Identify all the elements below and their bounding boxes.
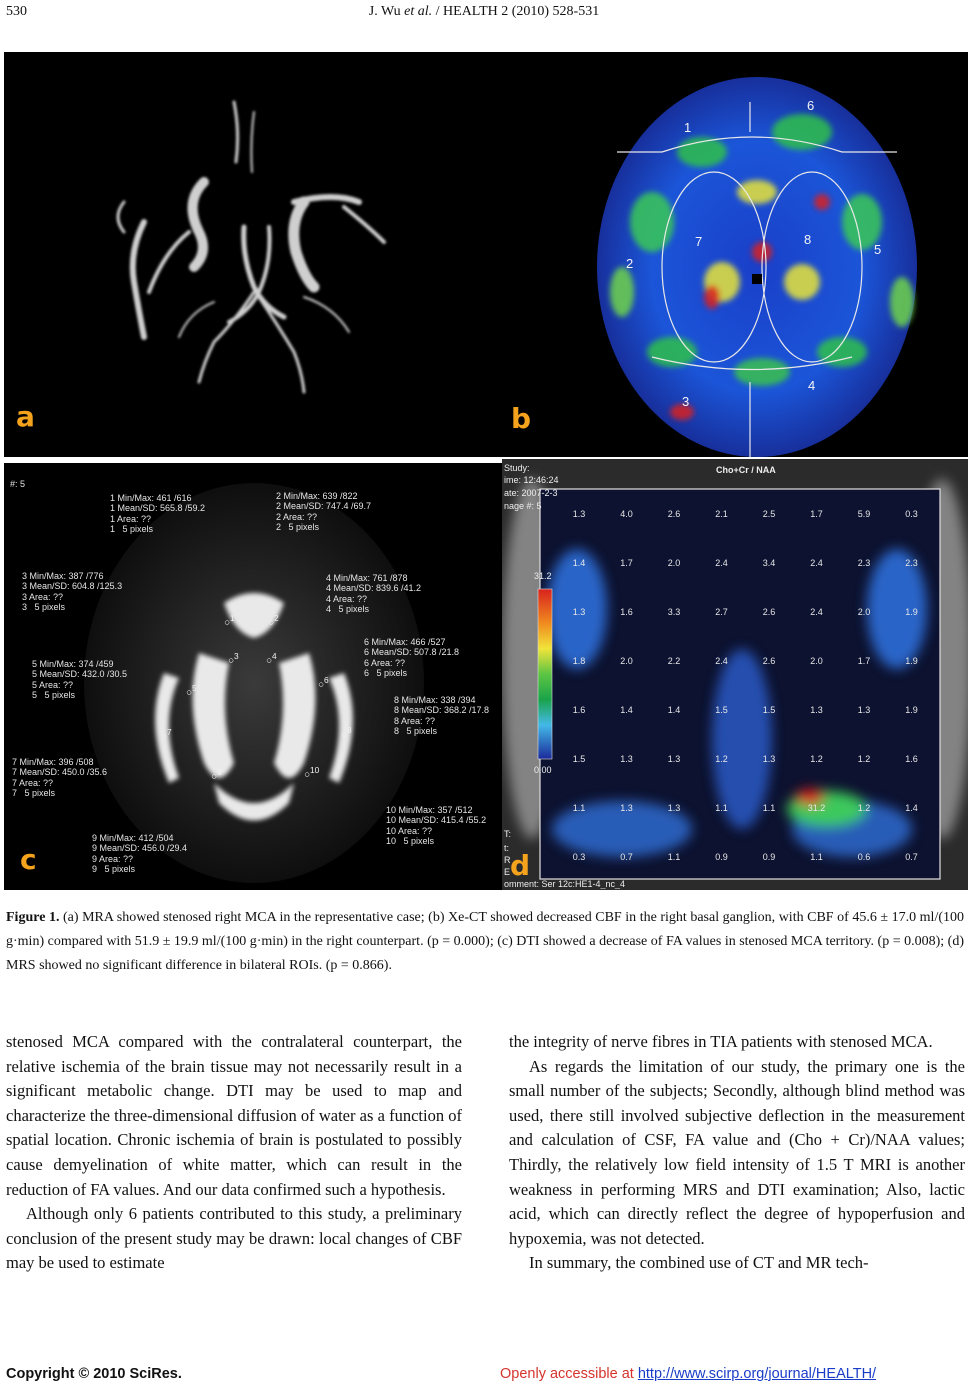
mrs-grid-cell: 5.9 bbox=[857, 509, 871, 519]
mrs-grid-cell: 2.2 bbox=[667, 656, 681, 666]
ct-region-4: 4 bbox=[808, 378, 816, 393]
mrs-grid-cell: 0.3 bbox=[905, 509, 918, 519]
mrs-grid-cell: 1.4 bbox=[905, 803, 918, 813]
left-column bbox=[6, 1030, 462, 1276]
ct-region-3: 3 bbox=[682, 394, 690, 409]
mrs-grid-cell: 1.9 bbox=[905, 607, 918, 617]
roi-stats-4: 4 Min/Max: 761 /878 4 Mean/SD: 839.6 /41.2 4 Area: ?? 4 5 pixels bbox=[326, 573, 422, 615]
dti-series-label: #: 5 bbox=[10, 479, 26, 489]
mrs-grid-cell: 1.5 bbox=[715, 705, 728, 715]
mrs-grid-cell: 1.2 bbox=[810, 754, 823, 764]
right-paragraph-1: the integrity of nerve fibres in TIA patients with stenosed MCA. bbox=[509, 1032, 933, 1051]
mrs-grid-cell: 2.4 bbox=[715, 656, 728, 666]
ct-region-1: 1 bbox=[684, 120, 692, 135]
mrs-grid-cell: 1.3 bbox=[572, 509, 586, 519]
ct-region-8: 8 bbox=[804, 232, 812, 247]
ct-region-7: 7 bbox=[695, 234, 703, 249]
mrs-grid-cell: 1.2 bbox=[857, 803, 871, 813]
roi-stats-9: 9 Min/Max: 412 /504 9 Mean/SD: 456.0 /29.4 9 Area: ?? 9 5 pixels bbox=[92, 833, 188, 875]
mrs-grid-cell: 1.8 bbox=[572, 656, 586, 666]
roi-stats-1: 1 Min/Max: 461 /616 1 Mean/SD: 565.8 /59.2 1 Area: ?? 1 5 pixels bbox=[110, 493, 206, 535]
mrs-grid-cell: 1.6 bbox=[905, 754, 918, 764]
mrs-scale-max: 31.2 bbox=[534, 571, 552, 581]
mrs-grid-cell: 1.4 bbox=[572, 558, 586, 568]
mrs-grid-cell: 0.7 bbox=[620, 852, 633, 862]
panel-letter-c: c bbox=[20, 843, 37, 876]
mrs-grid-cell: 0.3 bbox=[572, 852, 586, 862]
ct-perfusion-map bbox=[502, 52, 968, 457]
mrs-grid-cell: 2.6 bbox=[762, 656, 776, 666]
mrs-grid-cell: 1.6 bbox=[620, 607, 633, 617]
figure-panel-b bbox=[502, 52, 968, 457]
mrs-grid-cell: 1.1 bbox=[810, 852, 823, 862]
roi-stats-5: 5 Min/Max: 374 /459 5 Mean/SD: 432.0 /30.5 5 Area: ?? 5 5 pixels bbox=[32, 659, 128, 701]
roi-marker-10: ○$^{10}$ bbox=[304, 765, 320, 781]
mrs-grid-cell: 1.1 bbox=[667, 852, 681, 862]
mrs-grid-cell: 2.4 bbox=[715, 558, 728, 568]
caption-text: (a) MRA showed stenosed right MCA in the representative case; (b) Xe-CT showed decreased CBF in the right basal ganglion, with CBF of 45.6 ± 17.0 ml/(100 g·min) compared with 51.9 ± 19.9 ml/(100 g·min) in the right counterpart. (p = 0.000); (c) DTI showed a decrease of FA values in stenosed MCA territory. (p = 0.008); (d) MRS showed no significant difference in bilateral ROIs. (p = 0.866). bbox=[6, 910, 964, 973]
footer-copyright: Copyright © 2010 SciRes. bbox=[6, 1366, 182, 1382]
roi-marker-3: ○$^3$ bbox=[228, 651, 239, 667]
footer-open-prefix: Openly accessible at bbox=[500, 1366, 638, 1382]
mrs-grid-cell: 1.1 bbox=[572, 803, 586, 813]
mrs-scale-min: 0.00 bbox=[534, 765, 552, 775]
ct-region-2: 2 bbox=[626, 256, 634, 271]
mrs-side-line-2: t: bbox=[504, 843, 510, 853]
right-paragraph-3: In summary, the combined use of CT and MR tech- bbox=[529, 1253, 869, 1273]
mrs-grid-cell: 2.3 bbox=[905, 558, 918, 568]
mrs-grid-cell: 0.9 bbox=[715, 852, 728, 862]
mrs-grid-cell: 2.4 bbox=[810, 558, 823, 568]
panel-letter-d: d bbox=[510, 849, 531, 882]
mrs-grid-cell: 1.3 bbox=[762, 754, 776, 764]
roi-stats-6: 6 Min/Max: 466 /527 6 Mean/SD: 507.8 /21.8 6 Area: ?? 6 5 pixels bbox=[364, 637, 460, 679]
mrs-grid-cell: 2.0 bbox=[857, 607, 871, 617]
mrs-grid-cell: 1.3 bbox=[667, 803, 681, 813]
mrs-grid-cell: 31.2 bbox=[807, 803, 826, 813]
mrs-grid-cell: 1.3 bbox=[810, 705, 823, 715]
figure-caption bbox=[6, 906, 964, 978]
mrs-grid-cell: 2.3 bbox=[857, 558, 871, 568]
ct-region-5: 5 bbox=[874, 242, 882, 257]
roi-marker-4: ○$^4$ bbox=[266, 651, 277, 667]
right-paragraph-2: As regards the limitation of our study, the primary one is the small number of the subjects; Secondly, although blind method was used, there still involved subjective deflection in the measurement and calculation of CSF, FA value and (Cho + Cr)/NAA values; Thirdly, the relatively low field intensity of 1.5 T MRI is another weakness in performing MRS and DTI examination; Also, lactic acid, which can directly reflect the degree of hypoperfusion and hypoxemia, was not detected. bbox=[509, 1056, 965, 1248]
roi-stats-10: 10 Min/Max: 357 /512 10 Mean/SD: 415.4 /55.2 10 Area: ?? 10 5 pixels bbox=[386, 805, 487, 847]
figure-panel-d bbox=[502, 459, 968, 890]
mrs-map bbox=[502, 459, 968, 890]
mrs-grid-cell: 2.0 bbox=[810, 656, 823, 666]
mrs-side-line-4: E bbox=[504, 867, 511, 877]
mrs-grid-cell: 3.3 bbox=[667, 607, 681, 617]
mrs-study-line-3: ate: 2007-2-3 bbox=[504, 488, 558, 498]
mrs-side-line-1: T: bbox=[504, 829, 512, 839]
footer-journal-link[interactable]: http://www.scirp.org/journal/HEALTH/ bbox=[637, 1366, 877, 1382]
mrs-grid-cell: 1.7 bbox=[857, 656, 871, 666]
mrs-grid-cell: 1.6 bbox=[572, 705, 586, 715]
roi-stats-3: 3 Min/Max: 387 /776 3 Mean/SD: 604.8 /125.3 3 Area: ?? 3 5 pixels bbox=[22, 571, 123, 613]
roi-stats-2: 2 Min/Max: 639 /822 2 Mean/SD: 747.4 /69.7 2 Area: ?? 2 5 pixels bbox=[276, 491, 372, 533]
mrs-grid-cell: 2.7 bbox=[715, 607, 728, 617]
mrs-study-line-2: ime: 12:46:24 bbox=[504, 475, 559, 485]
page-number: 530 bbox=[6, 4, 27, 19]
mrs-grid-cell: 1.5 bbox=[572, 754, 586, 764]
caption-label: Figure 1. bbox=[6, 910, 60, 925]
left-paragraph-1: stenosed MCA compared with the contralateral counterpart, the relative ischemia of the brain tissue may not necessarily result in a significant metabolic change. DTI may be used to map and characterize the three-dimensional diffusion of water as a function of spatial location. Chronic ischemia of brain is postulated to possibly cause demyelination of white matter, which can result in the reduction of FA values. And our data confirmed such a hypothesis. bbox=[6, 1032, 462, 1199]
mrs-grid-cell: 0.6 bbox=[857, 852, 871, 862]
mrs-grid-cell: 1.9 bbox=[905, 705, 918, 715]
mrs-grid-cell: 1.7 bbox=[810, 509, 823, 519]
roi-marker-7: ○$^7$ bbox=[161, 727, 172, 743]
roi-marker-6: ○$^6$ bbox=[318, 675, 329, 691]
mrs-grid-cell: 1.4 bbox=[620, 705, 633, 715]
footer-open-access bbox=[500, 1366, 876, 1382]
mrs-grid-cell: 1.3 bbox=[572, 607, 586, 617]
mrs-grid-cell: 2.6 bbox=[667, 509, 681, 519]
mrs-grid-cell: 4.0 bbox=[620, 509, 633, 519]
roi-marker-8: ○$^8$ bbox=[341, 725, 352, 741]
mrs-grid-cell: 2.4 bbox=[810, 607, 823, 617]
mrs-grid-cell: 2.5 bbox=[762, 509, 776, 519]
mrs-grid-cell: 1.2 bbox=[857, 754, 871, 764]
mrs-comment: omment: Ser 12c:HE1-4_nc_4 bbox=[504, 879, 626, 889]
ct-region-6: 6 bbox=[807, 98, 815, 113]
mrs-grid-cell: 1.3 bbox=[620, 803, 633, 813]
right-column bbox=[509, 1030, 965, 1276]
mrs-study-line-4: nage #: 5 bbox=[504, 501, 542, 511]
running-title: J. Wu et al. / HEALTH 2 (2010) 528-531 bbox=[368, 4, 600, 19]
left-paragraph-2: Although only 6 patients contributed to this study, a preliminary conclusion of the present study may be drawn: local changes of CBF may be used to estimate bbox=[6, 1204, 462, 1273]
panel-letter-a: a bbox=[16, 400, 35, 433]
mrs-grid-cell: 1.2 bbox=[715, 754, 728, 764]
mrs-grid-cell: 1.7 bbox=[620, 558, 633, 568]
mrs-grid-cell: 2.6 bbox=[762, 607, 776, 617]
mrs-grid-cell: 2.0 bbox=[667, 558, 681, 568]
mrs-map-title: Cho+Cr / NAA bbox=[716, 465, 776, 475]
mra-image bbox=[4, 52, 502, 457]
mrs-grid-cell: 1.3 bbox=[667, 754, 681, 764]
mrs-grid-cell: 0.7 bbox=[905, 852, 918, 862]
mrs-side-line-3: R bbox=[504, 855, 511, 865]
roi-marker-9: ○$^9$ bbox=[211, 767, 222, 783]
mrs-grid-cell: 1.3 bbox=[857, 705, 871, 715]
mrs-grid-cell: 0.9 bbox=[762, 852, 776, 862]
figure-panel-a bbox=[4, 52, 502, 457]
roi-stats-8: 8 Min/Max: 338 /394 8 Mean/SD: 368.2 /17.8 8 Area: ?? 8 5 pixels bbox=[394, 695, 490, 737]
mrs-grid-cell: 1.4 bbox=[667, 705, 681, 715]
mrs-grid-cell: 1.3 bbox=[620, 754, 633, 764]
mrs-grid-cell: 2.0 bbox=[620, 656, 633, 666]
figure-panel-c bbox=[4, 463, 502, 890]
panel-letter-b: b bbox=[511, 402, 532, 435]
mrs-grid-cell: 3.4 bbox=[762, 558, 776, 568]
mrs-grid-cell: 1.5 bbox=[762, 705, 776, 715]
mrs-grid-cell: 1.9 bbox=[905, 656, 918, 666]
mrs-grid-cell: 2.1 bbox=[715, 509, 728, 519]
roi-marker-2: ○$^2$ bbox=[268, 613, 279, 629]
roi-marker-5: ○$^5$ bbox=[186, 683, 197, 699]
roi-stats-7: 7 Min/Max: 396 /508 7 Mean/SD: 450.0 /35.6 7 Area: ?? 7 5 pixels bbox=[12, 757, 108, 799]
mrs-grid-cell: 1.1 bbox=[762, 803, 776, 813]
mrs-study-line-1: Study: bbox=[504, 463, 530, 473]
roi-marker-1: ○$^1$ bbox=[224, 613, 235, 629]
mrs-grid-cell: 1.1 bbox=[715, 803, 728, 813]
